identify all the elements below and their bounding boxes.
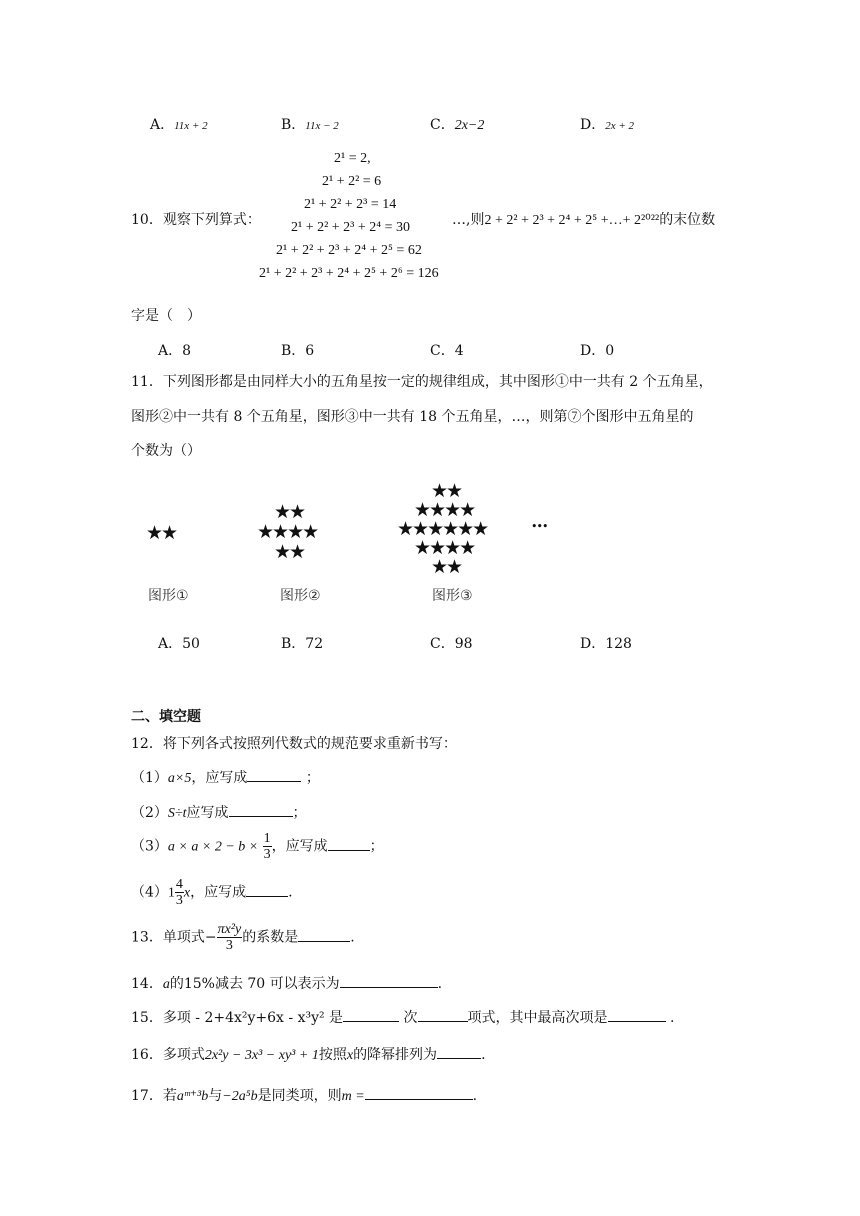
fig-label: 图形② bbox=[280, 588, 321, 604]
answer-blank[interactable] bbox=[229, 802, 293, 817]
q11-option-c: C．98 bbox=[430, 636, 473, 652]
q10-option-c: C．4 bbox=[430, 343, 464, 359]
answer-blank[interactable] bbox=[343, 1007, 399, 1022]
answer-blank[interactable] bbox=[246, 882, 288, 897]
answer-blank[interactable] bbox=[418, 1007, 468, 1022]
q9-option-a: A．11x + 2 bbox=[150, 117, 208, 133]
q9-option-c: C．2x−2 bbox=[430, 117, 485, 133]
answer-blank[interactable] bbox=[340, 973, 438, 988]
q10-equation: 2¹ + 2² = 6 bbox=[322, 174, 382, 189]
answer-blank[interactable] bbox=[298, 927, 350, 942]
q10-option-b: B．6 bbox=[281, 343, 315, 359]
q10-suffix: …,则2 + 2² + 2³ + 2⁴ + 2⁵ +…+ 2²⁰²²的末位数 bbox=[452, 212, 716, 228]
q10-prefix: 10．观察下列算式： bbox=[131, 212, 261, 228]
question-15: 15．多项 - 2+4x²y+6x - x³y² 是 次 项式，其中最高次项是 . bbox=[131, 1007, 674, 1027]
star-row: ★★ bbox=[431, 480, 462, 502]
answer-blank[interactable] bbox=[365, 1085, 473, 1100]
q12-part-2: （2）S÷t应写成 ； bbox=[131, 802, 307, 822]
fraction: $\frac{4}{3}$ bbox=[175, 877, 183, 908]
fraction: $\frac{1}{3}$ bbox=[263, 831, 271, 862]
q11-line: 11．下列图形都是由同样大小的五角星按一定的规律组成，其中图形①中一共有 2 个五角星， bbox=[131, 374, 713, 390]
q10-line2: 字是（ ） bbox=[131, 308, 201, 324]
q10-option-a: A．8 bbox=[158, 343, 192, 359]
q9-option-b: B．11x − 2 bbox=[281, 117, 339, 133]
q11-line: 图形②中一共有 8 个五角星，图形③中一共有 18 个五角星，…，则第⑦个图形中五角星的 bbox=[131, 409, 694, 425]
question-14: 14．a的15%减去 70 可以表示为 . bbox=[131, 973, 442, 993]
star-figure-1: ★★ bbox=[146, 522, 177, 544]
q10-option-d: D．0 bbox=[580, 343, 615, 359]
section-title: 二、填空题 bbox=[131, 709, 201, 725]
answer-blank[interactable] bbox=[437, 1044, 481, 1059]
question-17: 17．若aᵐ⁺³b与−2a⁵b是同类项，则m = . bbox=[131, 1085, 477, 1105]
answer-blank[interactable] bbox=[328, 836, 370, 851]
star-row: ★★★★ bbox=[414, 537, 475, 559]
q12-part-4: （4）1 $\frac{4}{3}$ x，应写成 . bbox=[131, 877, 293, 908]
question-16: 16．多项式2x²y − 3x³ − xy³ + 1按照x的降幂排列为 . bbox=[131, 1044, 486, 1064]
q10-equation: 2¹ + 2² + 2³ = 14 bbox=[304, 197, 397, 212]
star-row: ★★ bbox=[274, 541, 305, 563]
star-row: ★★ bbox=[274, 501, 305, 523]
q10-equation: 2¹ + 2² + 2³ + 2⁴ = 30 bbox=[291, 220, 411, 235]
fraction: $\frac{\text{πx²y}}{3}$ bbox=[217, 922, 242, 953]
q10-equation: 2¹ + 2² + 2³ + 2⁴ + 2⁵ = 62 bbox=[276, 243, 422, 258]
q11-option-b: B．72 bbox=[281, 636, 324, 652]
q11-line: 个数为（） bbox=[131, 443, 201, 459]
q10-equation: 2¹ + 2² + 2³ + 2⁴ + 2⁵ + 2⁶ = 126 bbox=[259, 266, 439, 281]
q12-part-3: （3）a × a × 2 − b × $\frac{1}{3}$ ，应写成 ； bbox=[131, 831, 384, 862]
q12-stem: 12．将下列各式按照列代数式的规范要求重新书写： bbox=[131, 736, 457, 752]
star-row: ★★★★★★ bbox=[397, 518, 488, 540]
q12-part-1: （1）a×5，应写成 ； bbox=[131, 767, 320, 787]
q9-option-d: D．2x + 2 bbox=[580, 117, 635, 133]
star-row: ★★★★ bbox=[414, 499, 475, 521]
q11-option-d: D．128 bbox=[580, 636, 632, 652]
q10-equation: 2¹ = 2, bbox=[334, 151, 371, 166]
q11-option-a: A．50 bbox=[158, 636, 200, 652]
answer-blank[interactable] bbox=[608, 1007, 666, 1022]
fig-label: 图形③ bbox=[432, 588, 473, 604]
question-13: 13．单项式− $\frac{\text{πx²y}}{3}$ 的系数是 . bbox=[131, 922, 355, 953]
star-row: ★★★★ bbox=[257, 521, 318, 543]
continuation-dots: ••• bbox=[531, 520, 548, 533]
answer-blank[interactable] bbox=[247, 767, 301, 782]
fig-label: 图形① bbox=[148, 588, 189, 604]
star-row: ★★ bbox=[431, 556, 462, 578]
